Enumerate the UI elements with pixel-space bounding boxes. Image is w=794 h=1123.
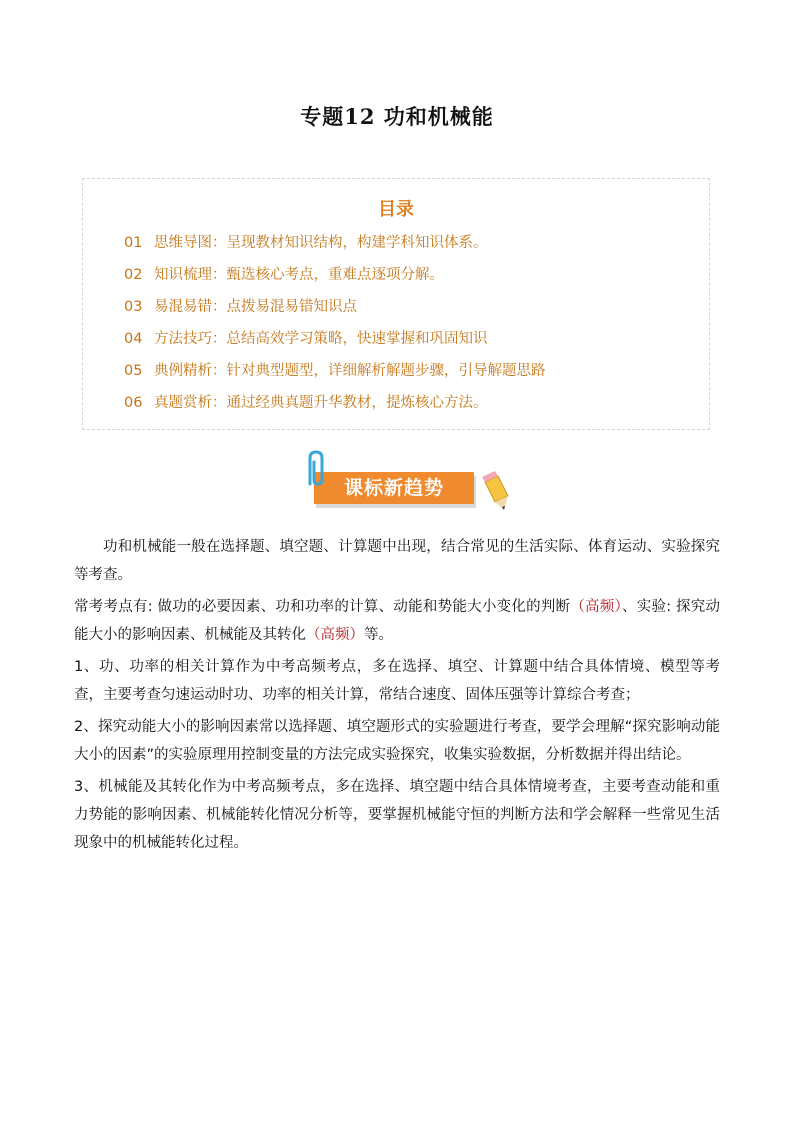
toc-heading: 目录	[378, 199, 414, 220]
point-3-paragraph: 3、机械能及其转化作为中考高频考点，多在选择、填空题中结合具体情境考查，主要考查动能和重力势能的影响因素、机械能转化情况分析等，要掌握机械能守恒的判断方法和学会解释一些常见生活现象中的机械能转化过程。	[74, 779, 720, 851]
toc-item-number: 03	[124, 299, 143, 315]
toc-item-number: 02	[124, 267, 143, 283]
key-points-text-b: 、实验: 探究动能大小的影响因素、机械能及其转化	[74, 599, 721, 643]
high-frequency-tag: （高频）	[570, 599, 623, 615]
page-title: 专题12 功和机械能	[300, 104, 494, 129]
key-points-text-a: 常考考点有: 做功的必要因素、功和功率的计算、动能和势能大小变化的判断	[74, 599, 571, 615]
toc-item	[124, 359, 546, 391]
banner-label: 课标新趋势	[343, 477, 444, 499]
toc-item-text: 易混易错：点拨易混易错知识点	[154, 299, 357, 315]
toc-item-text: 思维导图：呈现教材知识结构，构建学科知识体系。	[154, 235, 488, 251]
intro-paragraph: 功和机械能一般在选择题、填空题、计算题中出现，结合常见的生活实际、体育运动、实验探究等考查。	[74, 539, 720, 583]
toc-list	[124, 231, 546, 423]
pencil-icon	[482, 471, 508, 510]
toc-item-number: 04	[124, 331, 143, 347]
key-points-paragraph	[74, 593, 720, 649]
toc-item	[124, 231, 546, 263]
point-2-paragraph: 2、探究动能大小的影响因素常以选择题、填空题形式的实验题进行考查，要学会理解“探究影响动能大小的因素”的实验原理用控制变量的方法完成实验探究，收集实验数据，分析数据并得出结论。	[74, 719, 720, 763]
high-frequency-tag: （高频）	[306, 627, 364, 643]
toc-item	[124, 391, 546, 423]
section-banner	[292, 450, 514, 522]
toc-item-number: 01	[124, 235, 143, 251]
toc-item	[124, 295, 546, 327]
body-content	[74, 533, 720, 861]
key-points-text-c: 等。	[364, 627, 393, 643]
toc-item-number: 06	[124, 395, 143, 411]
toc-item-text: 知识梳理：甄选核心考点，重难点逐项分解。	[154, 267, 444, 283]
toc-item-text: 方法技巧：总结高效学习策略，快速掌握和巩固知识	[154, 331, 488, 347]
toc-item-text: 典例精析：针对典型题型，详细解析解题步骤，引导解题思路	[154, 363, 546, 379]
toc-item-text: 真题赏析：通过经典真题升华教材，提炼核心方法。	[154, 395, 488, 411]
toc-item	[124, 263, 546, 295]
toc-item	[124, 327, 546, 359]
toc-item-number: 05	[124, 363, 143, 379]
point-1-paragraph: 1、功、功率的相关计算作为中考高频考点，多在选择、填空、计算题中结合具体情境、模型等考查，主要考查匀速运动时功、功率的相关计算，常结合速度、固体压强等计算综合考查；	[74, 659, 720, 703]
table-of-contents	[82, 178, 710, 430]
